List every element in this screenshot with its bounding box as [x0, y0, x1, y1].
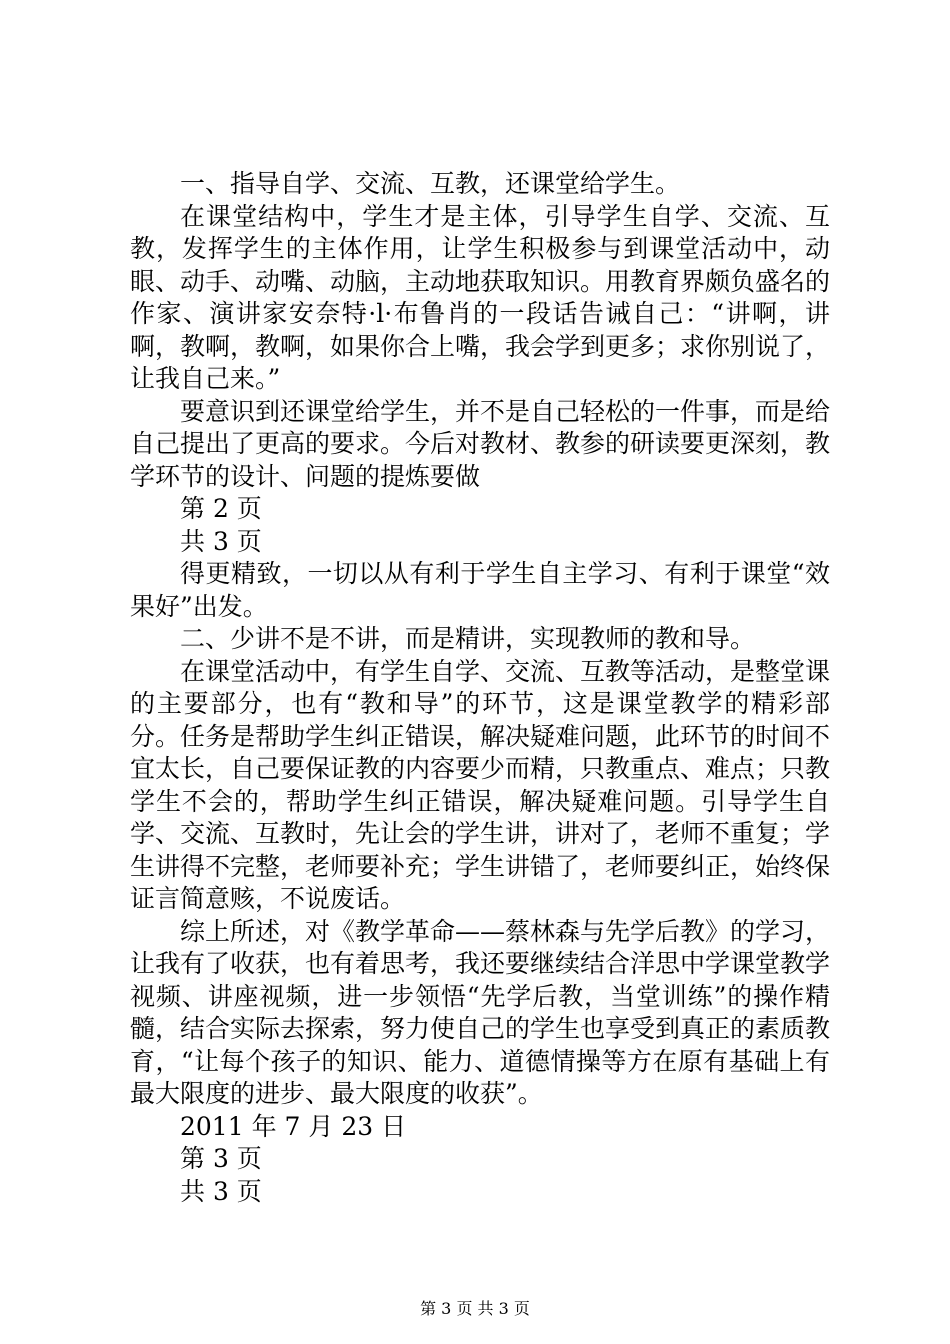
section-heading-1: 一、指导自学、交流、互教，还课堂给学生。: [180, 169, 681, 198]
body-paragraph: 综上所述，对《教学革命——蔡林森与先学后教》的学习，让我有了收获，也有着思考，我还要继续结合洋思中学课堂教学视频、讲座视频，进一步领悟“先学后教，当堂训练”的操作精髓，结合实际去探索，努力使自己的学生也享受到真正的素质教育，“让每个孩子的知识、能力、道德情操等方在原有基础上有最大限度的进步、最大限度的收获”。: [130, 916, 831, 1108]
document-body: [130, 168, 830, 1208]
page-footer: 第 3 页 共 3 页: [420, 1299, 530, 1318]
body-paragraph: 得更精致，一切以从有利于学生自主学习、有利于课堂“效果好”出发。: [130, 559, 830, 621]
total-pages-marker: 共 3 页: [180, 526, 262, 556]
body-paragraph: 要意识到还课堂给学生，并不是自己轻松的一件事，而是给自己提出了更高的要求。今后对教材、教参的研读要更深刻，教学环节的设计、问题的提炼要做: [130, 396, 831, 491]
page-marker: 第 3 页: [180, 1144, 262, 1173]
section-heading-2: 二、少讲不是不讲，而是精讲，实现教师的教和导。: [180, 624, 756, 653]
body-paragraph: 在课堂结构中，学生才是主体，引导学生自学、交流、互教，发挥学生的主体作用，让学生积极参与到课堂活动中，动眼、动手、动嘴、动脑，主动地获取知识。用教育界颇负盛名的作家、演讲家安奈特·l·布鲁肖的一段话告诫自己：“讲啊，讲啊，教啊，教啊，如果你合上嘴，我会学到更多；求你别说了，让我自己来。”: [130, 201, 831, 393]
body-paragraph: 在课堂活动中，有学生自学、交流、互教等活动，是整堂课的主要部分，也有“教和导”的环节，这是课堂教学的精彩部分。任务是帮助学生纠正错误，解决疑难问题，此环节的时间不宜太长，自己要保证教的内容要少而精，只教重点、难点；只教学生不会的，帮助学生纠正错误，解决疑难问题。引导学生自学、交流、互教时，先让会的学生讲，讲对了，老师不重复；学生讲得不完整，老师要补充；学生讲错了，老师要纠正，始终保证言简意赅，不说废话。: [130, 656, 831, 913]
date-line: 2011 年 7 月 23 日: [180, 1111, 407, 1141]
total-pages-marker: 共 3 页: [180, 1176, 262, 1206]
page-marker: 第 2 页: [180, 494, 262, 523]
